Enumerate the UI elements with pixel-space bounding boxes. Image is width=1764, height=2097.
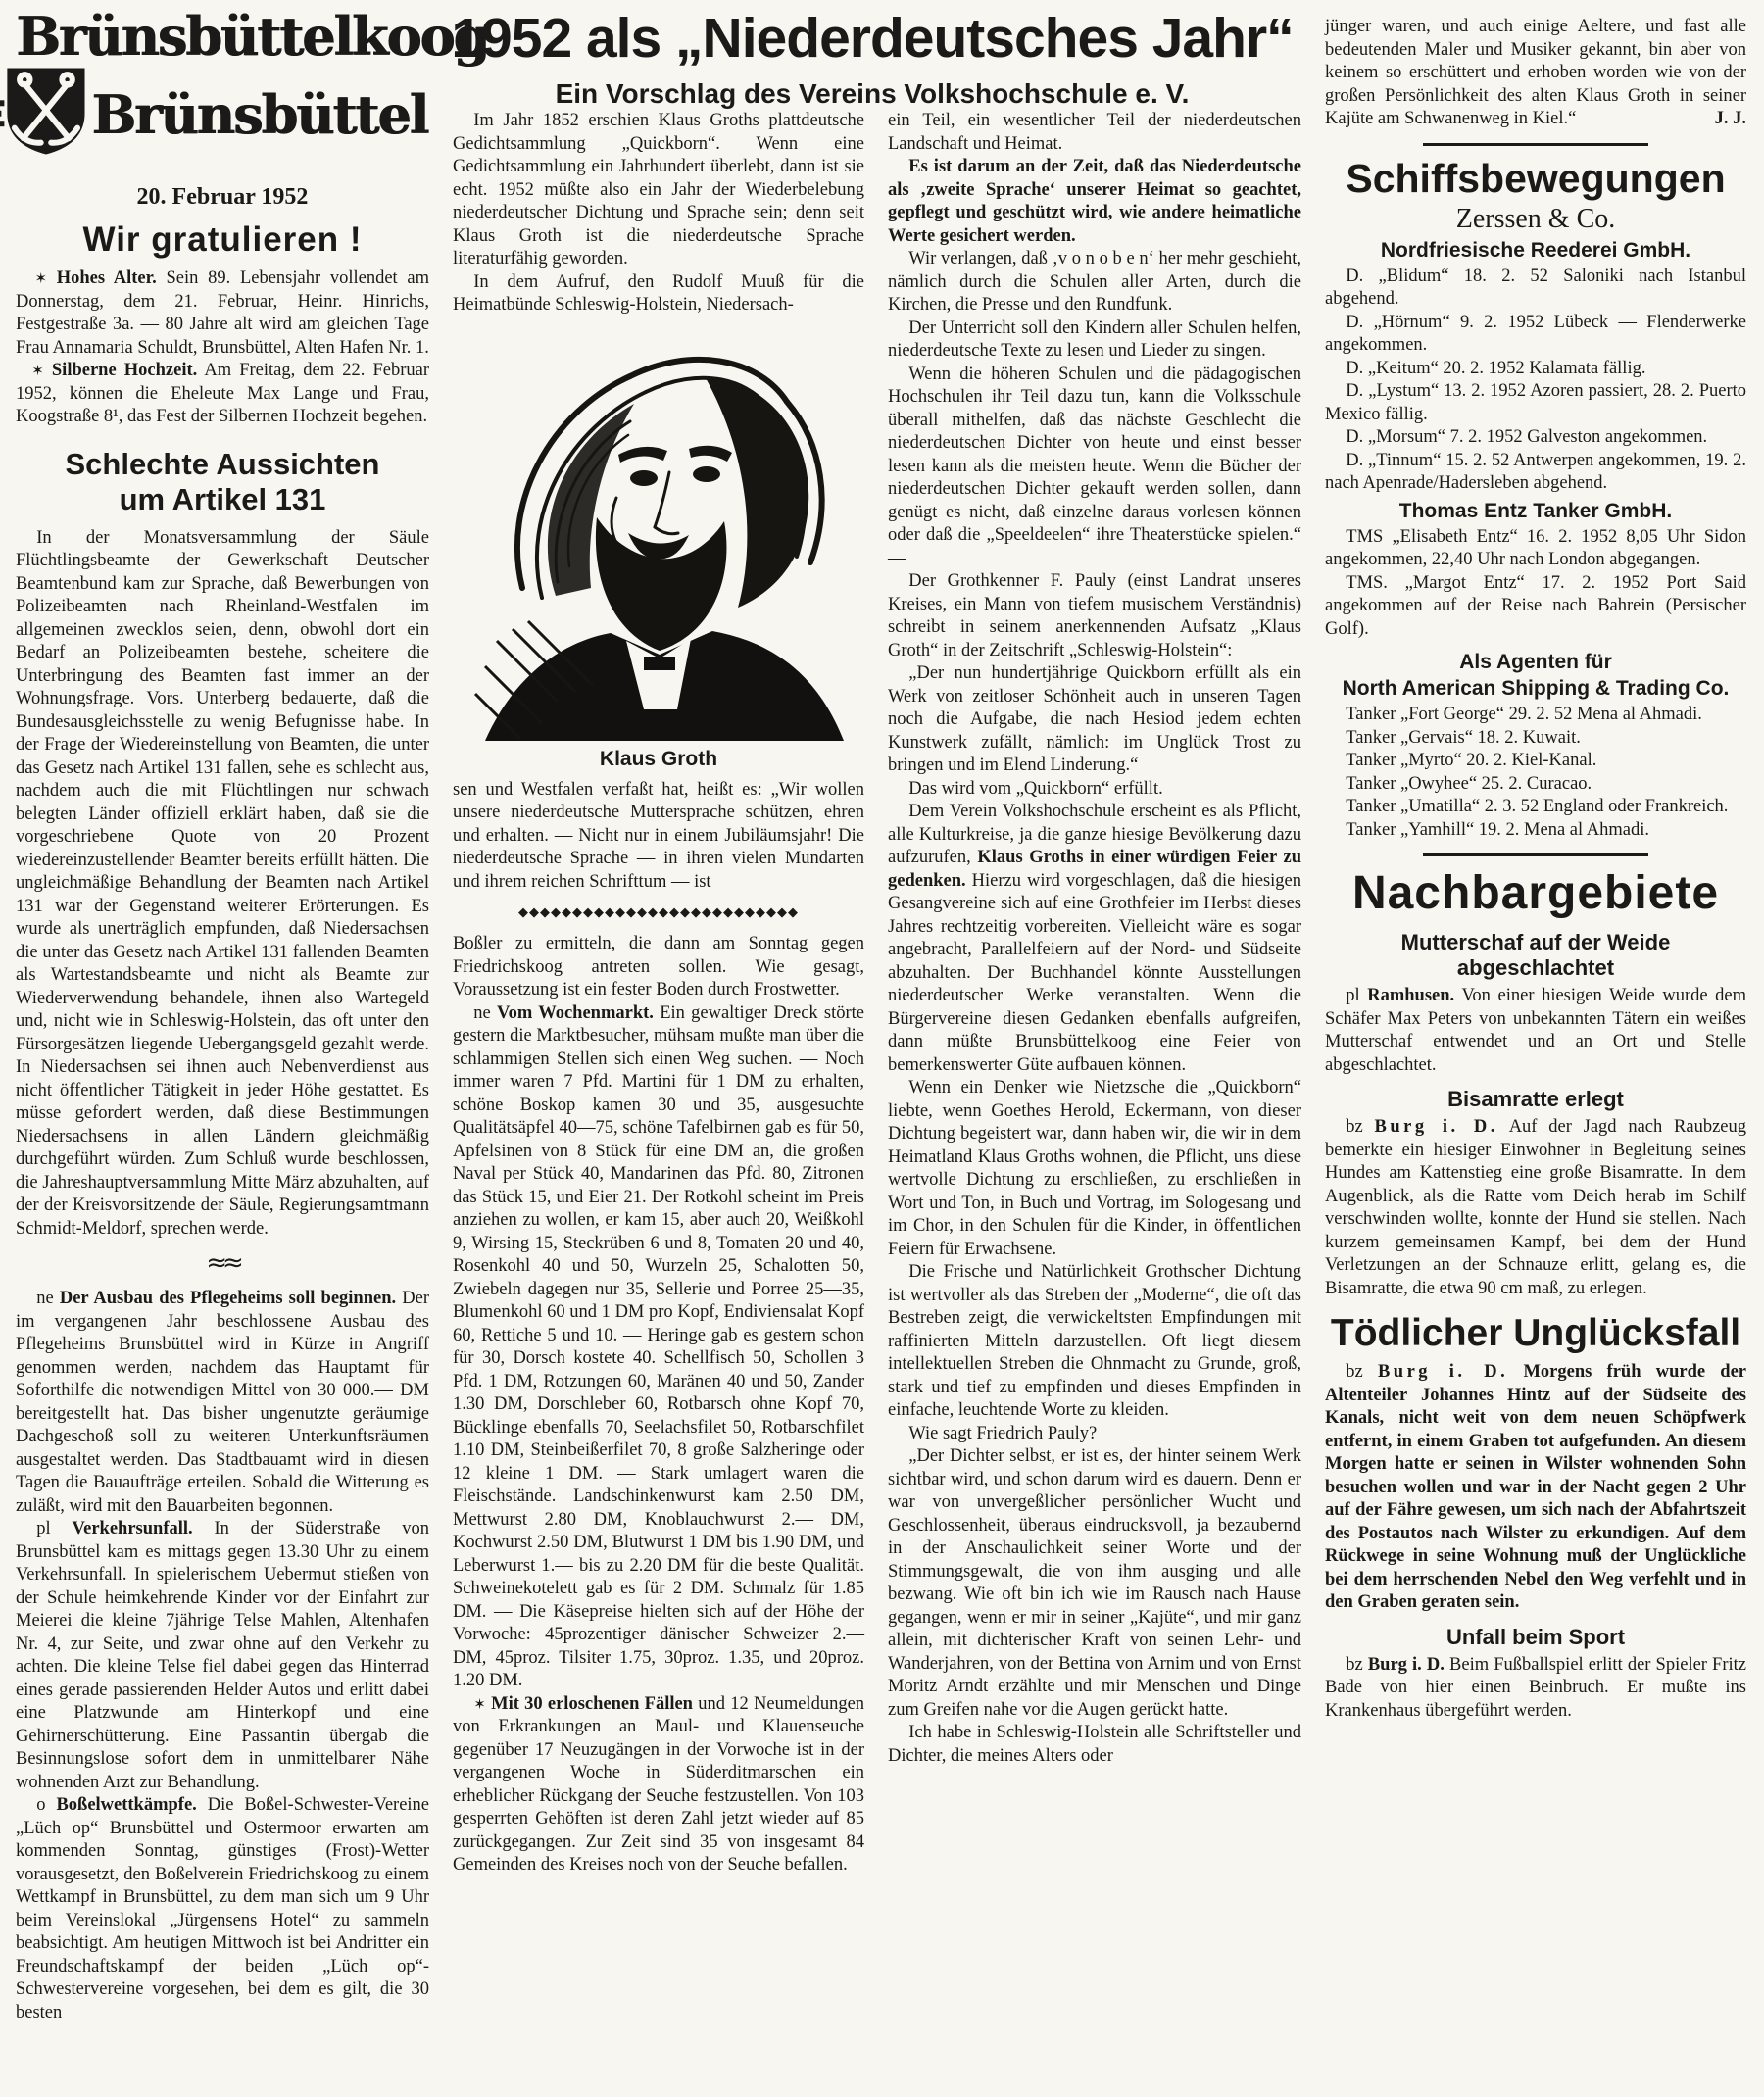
diamond-row-divider: ◆◆◆◆◆◆◆◆◆◆◆◆◆◆◆◆◆◆◆◆◆◆◆◆◆◆ bbox=[518, 905, 799, 920]
ship-entry: TMS „Elisabeth Entz“ 16. 2. 1952 8,05 Uhr Sidon angekommen, 22,40 Uhr nach London abgegangen. bbox=[1325, 526, 1746, 569]
article-paragraph: „Der Dichter selbst, er ist es, der hinter seinem Werk sichtbar wird, und schon darum wird es dauern. Denn er war von unvergeßlicher persönlicher Wucht und Geschlossenheit, überaus eindrucksvoll, ja bezaubernd in der Anschaulichkeit seiner Worte und der Stimmungsgewalt, die von ihm ausging und alle bezwang. Wie oft bin ich wie im Rausch nach Hause gegangen, wenn er mir in seiner „Kajüte“, und mir ganz allein, mit dichterischer Kraft von seinen Lehr- und Wanderjahren, von der Bettina von Arnim und von Ernst Moritz Arndt erzählte und mir Menschen und Dinge zum Greifen nahe vor die Augen gerückt hatte. bbox=[888, 1446, 1301, 1720]
article-paragraph: Der Grothkenner F. Pauly (einst Landrat unseres Kreises, ein Mann von tiefem musischem Verständnis) schreibt in seinem anerkennenden Aufsatz „Klaus Groth“ in der Zeitschrift „Schleswig-Holstein“: bbox=[888, 571, 1301, 660]
shipping-group-heading: North American Shipping & Trading Co. bbox=[1342, 677, 1730, 700]
ship-entry: Tanker „Yamhill“ 19. 2. Mena al Ahmadi. bbox=[1346, 819, 1649, 840]
article-paragraph: Der Unterricht soll den Kindern aller Schulen helfen, niederdeutsche Texte zu lesen und Lieder zu singen. bbox=[888, 317, 1301, 361]
ship-entry: TMS. „Margot Entz“ 17. 2. 1952 Port Said angekommen auf der Reise nach Bahrein (Persischer Golf). bbox=[1325, 572, 1746, 639]
article-header bbox=[439, 6, 1305, 110]
article-headline: 1952 als „Niederdeutsches Jahr“ bbox=[451, 7, 1294, 70]
article-paragraph: Ich habe in Schleswig-Holstein alle Schriftsteller und Dichter, die meines Alters oder bbox=[888, 1723, 1301, 1766]
section-heading-gratulieren: Wir gratulieren ! bbox=[82, 220, 363, 260]
news-item-klauenseuche: ✶ Mit 30 erloschenen Fällen und 12 Neumeldungen von Erkrankungen an Maul- und Klauenseuche gegenüber 17 Neuzugängen in der Vorwoche ist in der vergangenen Woche in Süderditmarschen ein erheblicher Rückgang der Seuche festzustellen. Von 103 gesperrten Gehöften ist deren Zahl jetzt wieder auf 85 zurückgegangen. Zur Zeit sind 35 von insgesamt 84 Gemeinden des Kreises noch von der Seuche befallen. bbox=[453, 1693, 865, 1875]
section-heading-toedlicher-ungluecksfall: Tödlicher Unglücksfall bbox=[1330, 1312, 1741, 1354]
article-paragraph: Dem Verein Volkshochschule erscheint es als Pflicht, alle Kulturkreise, ja die ganze hiesige Bevölkerung dazu aufzurufen, Klaus Groths in einer würdigen Feier zu gedenken. Hierzu wird vorgeschlagen, daß die hiesigen Gesangvereine sich auf eine Grothfeier im Herbst dieses Jahres rechtzeitig vorbereiten. Vielleicht wäre es sogar angebracht, Parallelfeiern auf der Nord- und Südseite abzuhalten. Der Buchhandel könnte Ausstellungen niederdeutscher Werke veranstalten. Wenn die Bürgervereine diesen Gedanken ebenfalls aufgreifen, dann müßte Brunsbüttelkoog eine Feier von bemerkenswerter Güte aufbauen können. bbox=[888, 802, 1302, 1075]
article-subtitle: Ein Vorschlag des Vereins Volkshochschule e. V. bbox=[555, 78, 1190, 109]
section-heading-artikel-131: Schlechte Aussichten um Artikel 131 bbox=[65, 446, 380, 516]
column-local-news bbox=[16, 5, 488, 2024]
section-divider-rule bbox=[1423, 853, 1648, 856]
article-paragraph: In dem Aufruf, den Rudolf Muuß für die Heimatbünde Schleswig-Holstein, Niedersach- bbox=[453, 271, 864, 315]
article-paragraph: Wenn ein Denker wie Nietzsche die „Quickborn“ liebte, wenn Goethes Herold, Eckermann, von dieser Dichtung begeistert war, dann haben wir, die wir in dem Heimatland Klaus Groths wohnen, die Pflicht, uns diese wertvolle Dichtung zu erschließen, zu erschließen in Wort und Ton, in Buch und Vortrag, im Sologesang und im Chor, in den Schulen für die Kinder, in öffentlichen Feiern für Erwachsene. bbox=[888, 1078, 1301, 1259]
coat-of-arms-icon bbox=[0, 62, 89, 169]
ship-entry: Tanker „Umatilla“ 2. 3. 52 England oder Frankreich. bbox=[1346, 797, 1729, 816]
column-shipping-neighbors bbox=[1325, 16, 1746, 1723]
ship-entry: Tanker „Owyhee“ 25. 2. Curacao. bbox=[1346, 773, 1592, 794]
author-initials: J. J. bbox=[1714, 109, 1746, 128]
ship-entry: D. „Hörnum“ 9. 2. 1952 Lübeck — Flenderwerke angekommen. bbox=[1325, 312, 1746, 355]
article-paragraph: „Der nun hundertjährige Quickborn erfüllt als ein Werk von zeitloser Schönheit auch in unseren Tagen noch die Aufgabe, die nach Hesiod jedem echten Kunstwerk zufällt, nämlich: im Unglück Trost zu bringen und im Elend Linderung.“ bbox=[888, 663, 1301, 775]
shipping-group-heading: Als Agenten für bbox=[1459, 651, 1612, 673]
news-item-bossler-continuation: Boßler zu ermitteln, die dann am Sonntag gegen Friedrichskoog antreten sollen. Wie gesagt, Voraussetzung ist ein fester Boden durch Frostwetter. bbox=[453, 934, 864, 1000]
portrait-caption: Klaus Groth bbox=[599, 747, 718, 770]
column-article-right bbox=[888, 110, 1301, 1768]
ship-entry: Tanker „Gervais“ 18. 2. Kuwait. bbox=[1346, 727, 1581, 748]
shipping-group-heading: Nordfriesische Reederei GmbH. bbox=[1380, 238, 1691, 262]
article-artikel-131: In der Monatsversammlung der Säule Flüchtlingsbeamte der Gewerkschaft Deutscher Beamtenbund kam zur Sprache, daß Bewerbungen von Polizeibeamten nach Rheinland-Westfalen im allgemeinen zwecklos seien, denn, obwohl dort ein Bedarf an Polizeibeamten bestehe, scheitere die Unterbringung des Beamten fast immer an der Wohnungsfrage. Vors. Unterberg bedauerte, daß die Bundesausgleichsstelle zu wenig Befugnisse habe. In der Frage der Wiedereinstellung von Beamten, die unter das Gesetz nach Artikel 131 fallen, sehe es schlecht aus, nachdem auch die mit Flüchtlingen nur schwach belegten Länder offiziell erklärt haben, daß sie die vorgeschriebene Quote von 20 Prozent wiedereinzustellender Beamter bereits erfüllt hätten. Die ungleichmäßige Behandlung der Beamten nach Artikel 131 war der Gegenstand weiterer Erörterungen. Es wurde als unerträglich empfunden, daß Niedersachsen die unter das Gesetz nach Artikel 131 fallenden Beamten als Wartestandsbeamte und nicht als Beamte zur Wiederverwendung behandele, ihnen also Wartegeld und, nicht wie in Schleswig-Holstein, das oft unter den Fürsorgesätzen liegende Uebergangsgeld gezahlt werde. In Niedersachsen sei ihnen auch Nebenverdienst aus nicht öffentlicher Tätigkeit in jeder Höhe gestattet. Es müsse gefordert werden, daß diese Bestimmungen Niedersachsens in allen Ländern gleichmäßig durchgeführt würden. Zum Schluß wurde beschlossen, die Jahreshauptversammlung Mitte März abzuhalten, auf der der Kreisvorsitzende der Säule, Regierungsamtmann Schmidt-Meldorf, sprechen werde. bbox=[16, 527, 429, 1239]
news-item-silberne-hochzeit: ✶ Silberne Hochzeit. Am Freitag, dem 22. Februar 1952, können die Eheleute Max Lange und Frau, Koogstraße 8¹, das Fest der Silbernen Hochzeit begehen. bbox=[16, 361, 430, 427]
article-paragraph-emphasis: Es ist darum an der Zeit, daß das Niederdeutsche als ‚zweite Sprache‘ unserer Heimat so geachtet, gepflegt und geschützt wird, wie andere heimatliche Werte gesichert werden. bbox=[888, 157, 1301, 246]
article-paragraph: Das wird vom „Quickborn“ erfüllt. bbox=[908, 778, 1163, 799]
article-paragraph: Wir verlangen, daß ‚v o n o b e n‘ her mehr geschieht, nämlich durch die Schulen aller Arten, durch die Kirchen, die Presse und den Rundfunk. bbox=[888, 249, 1301, 315]
article-paragraph: Die Frische und Natürlichkeit Grothscher Dichtung ist wertvoller als das Streben der „Moderne“, die oft das Bestreben zeigt, die verwickeltsten Empfindungen mit raffinierten Mitteln darzustellen. Oft liegt diesem intellektuellen Streben die Ohnmacht zu Grunde, groß, stark und tief zu empfinden und dieses Empfinden in einfache, leuchtende Worte zu kleiden. bbox=[888, 1262, 1301, 1420]
news-item-verkehrsunfall: pl Verkehrsunfall. In der Süderstraße von Brunsbüttel kam es mittags gegen 13.30 Uhr zu einem Verkehrsunfall. In spielerischem Uebermut stießen von der Schule heimkehrende Kinder vor der Einfahrt zur Meierei die kleine 7jährige Telse Mahlen, Altenhafen Nr. 4, zur Seite, und zwar ohne auf den Verkehr zu achten. Die kleine Telse fiel dabei gegen das Hinterrad eines gerade passierenden Helder Autos und erlitt dabei eine Platzwunde am Hinterkopf und eine Gehirnerschütterung. Eine Passantin übergab die Besinnungslose sofort dem in unmittelbarer Nähe wohnenden Arzt zur Behandlung. bbox=[16, 1519, 430, 1792]
ship-entry: Tanker „Fort George“ 29. 2. 52 Mena al Ahmadi. bbox=[1346, 705, 1702, 724]
ship-entry: D. „Morsum“ 7. 2. 1952 Galveston angekommen. bbox=[1346, 427, 1708, 447]
news-item-hohes-alter: ✶ Hohes Alter. Sein 89. Lebensjahr vollendet am Donnerstag, dem 21. Februar, Heinr. Hinrichs, Festgestraße 3a. — 80 Jahre alt wird am gleichen Tage Frau Annamaria Schuldt, Brunsbüttel, Alten Hafen Nr. 1. bbox=[16, 268, 429, 358]
ship-entry: D. „Tinnum“ 15. 2. 52 Antwerpen angekommen, 19. 2. nach Apenrade/Hadersleben abgehend. bbox=[1325, 450, 1746, 493]
article-paragraph: ein Teil, ein wesentlicher Teil der niederdeutschen Landschaft und Heimat. bbox=[888, 111, 1301, 154]
subheading-bisamratte: Bisamratte erlegt bbox=[1447, 1087, 1624, 1111]
shipping-group-heading: Thomas Entz Tanker GmbH. bbox=[1398, 499, 1673, 522]
news-item-bisamratte: bz Burg i. D. Auf der Jagd nach Raubzeug bemerkte ein hiesiger Einwohner in Begleitung seines Hundes am Kattenstieg eine große Bisamratte. In dem Augenblick, als die Ratte vom Deich herab im Schilf verschwinden wollte, konnte der Hund sie stellen. Nach kurzem gemeinsamen Kampf, bei dem der Hund Verletzungen an der Schnauze erlitt, gelang es, die Bisamratte, die etwa 90 cm maß, zu erlegen. bbox=[1325, 1117, 1747, 1298]
article-paragraph: Wenn die höheren Schulen und die pädagogischen Hochschulen ihr Teil dazu tun, kann die Volksschule überall mithelfen, daß das nächste Geschlecht die niederdeutschen Dichter von heute und einst besser lesen kann als die meisten heute. Wenn die Bücher der niederdeutschen Dichter gekauft werden sollen, dann genügt es nicht, daß einzelne daraus vorlesen können oder daß die „Speeldeelen“ ihre Theaterstücke spielen.“ — bbox=[888, 364, 1301, 568]
subheading-unfall-sport: Unfall beim Sport bbox=[1446, 1624, 1626, 1649]
ship-entry: D. „Keitum“ 20. 2. 1952 Kalamata fällig. bbox=[1346, 358, 1646, 378]
ship-entry: D. „Blidum“ 18. 2. 52 Saloniki nach Istanbul abgehend. bbox=[1325, 266, 1746, 309]
issue-date: 20. Februar 1952 bbox=[136, 184, 309, 211]
star-ornament-icon: ✶ bbox=[34, 269, 48, 288]
column-article-left bbox=[453, 110, 864, 1878]
subheading-mutterschaf: Mutterschaf auf der Weide abgeschlachtet bbox=[1400, 930, 1671, 980]
news-item-unfall-sport: bz Burg i. D. Beim Fußballspiel erlitt der Spieler Fritz Bade von hier einen Beinbruch. Er mußte ins Krankenhaus übergeführt werden. bbox=[1325, 1654, 1746, 1721]
article-paragraph: sen und Westfalen verfaßt hat, heißt es: „Wir wollen unsere niederdeutsche Muttersprache schützen, ehren und erhalten. — Nicht nur in einem Jubiläumsjahr! Die niederdeutsche Sprache — in ihren vielen Mundarten und ihrem reichen Schrifttum — ist bbox=[453, 779, 864, 892]
star-ornament-icon: ✶ bbox=[473, 1694, 486, 1713]
news-item-bosselwettkaempfe: o Boßelwettkämpfe. Die Boßel-Schwester-Vereine „Lüch op“ Brunsbüttel und Ostermoor erwarten am kommenden Sonntag, günstiges (Frost)-Wetter vorausgesetzt, den Boßelverein Friedrichskoog zu einem Wettkampf in Brunsbüttel, zu dem man sich um 9 Uhr beim Vereinslokal „Jürgensens Hotel“ zu sammeln beabsichtigt. Am heutigen Mittwoch ist bei Andritter ein Freundschaftskampf der beiden „Lüch op“-Schwestervereine vorgesehen, bei dem es gilt, die 30 besten bbox=[16, 1795, 430, 2023]
news-item-toedlicher-ungluecksfall: bz Burg i. D. Morgens früh wurde der Altenteiler Johannes Hintz auf der Südseite des Kanals, nicht weit von dem neuen Schöpfwerk entfernt, in einem Graben tot aufgefunden. An diesem Morgen hatte er seinen in Wilster wohnenden Sohn besuchen wollen und war in der Nacht gegen 2 Uhr auf der Fähre gewesen, um sich nach der Abfahrtszeit des Postautos nach Wilster zu erkundigen. Auf dem Rückwege in seine Wohnung muß der Unglückliche bei dem herrschenden Nebel den Weg verfehlt und in den Graben geraten sein. bbox=[1325, 1362, 1746, 1612]
shipping-agency-name: Zerssen & Co. bbox=[1455, 203, 1616, 234]
article-paragraph: Im Jahr 1852 erschien Klaus Groths plattdeutsche Gedichtsammlung „Quickborn“. Wenn eine Gedichtsammlung ein Jahrhundert überlebt, dann ist sie echt. 1952 müßte also ein Jahr der Wiederbelebung niederdeutscher Dichtung und Sprache sein; denn seit Klaus Groth ist die niederdeutsche Sprache literaturfähig geworden. bbox=[453, 111, 864, 268]
klaus-groth-portrait bbox=[462, 325, 856, 771]
squiggle-divider: ≈≈ bbox=[206, 1248, 239, 1279]
ship-entry: Tanker „Myrto“ 20. 2. Kiel-Kanal. bbox=[1346, 751, 1597, 770]
section-heading-schiffsbewegungen: Schiffsbewegungen bbox=[1346, 155, 1726, 201]
masthead-title-line2: Brünsbüttel bbox=[91, 83, 427, 147]
section-heading-nachbargebiete: Nachbargebiete bbox=[1351, 867, 1720, 919]
ship-entry: D. „Lystum“ 13. 2. 1952 Azoren passiert, 28. 2. Puerto Mexico fällig. bbox=[1325, 381, 1746, 424]
section-divider-rule bbox=[1423, 143, 1648, 146]
star-ornament-icon: ✶ bbox=[31, 362, 44, 380]
masthead-title-line1: Brünsbüttelkoog bbox=[16, 5, 488, 68]
article-paragraph: Wie sagt Friedrich Pauly? bbox=[908, 1423, 1098, 1443]
news-item-wochenmarkt: ne Vom Wochenmarkt. Ein gewaltiger Dreck störte gestern die Marktbesucher, mühsam mußte man über die schlammigen Stellen sich einen Weg suchen. — Noch immer waren 7 Pfd. Martini für 1 DM zu erhalten, schöne Boskop kamen 30 und 35, ausgesuchte Qualitätsäpfel 40—75, schöne Tafelbirnen gab es für 50, Apfelsinen von 8 Stück für eine DM an, die großen Naval per Stück 40, Mandarinen das Pfd. 80, Zitronen das Stück 15, und Eier 21. Der Rotkohl scheint im Preis anziehen zu wollen, er kam 15, aber auch 20, Weißkohl 9, Wirsing 15, Steckrüben 6 und 8, Tomaten 20 und 40, Rosenkohl 40 und 50, Wurzeln 25, Schalotten 50, Zwiebeln dagegen nur 35, Sellerie und Porree 25—35, Blumenkohl 60 und 1 DM pro Kopf, Endiviensalat Kopf 60, Rettiche 5 und 10. — Heringe gab es gestern schon für 30, Dorsch kostete 40. Schellfisch 50, Schollen 3 Pfd. 1 DM, Rotzungen 60, Maränen 40 und 50, Zander 1.30 DM, Dorschleber 60, Rotbarsch ohne Kopf 70, Bücklinge ebenfalls 70, Seelachsfilet 50, Rotbarschfilet 1.10 DM, Steinbeißerfilet 70, 8 große Salzheringe oder 12 kleine 1 DM. — Stark umlagert waren die Fleischstände. Landschinkenwurst kam 2.50 DM, Mettwurst 2.80 DM, Knoblauchwurst 2.— DM, Kochwurst 2.50 DM, Blutwurst 1 DM bis 1.90 DM, und Leberwurst 1.— bis zu 2.20 DM für die beste Qualität. Schweinekotelett gab es für 2 DM. Schmalz für 1.85 DM. — Die Käsepreise hielten sich auf der Höhe der Vorwoche: 45prozentiger dänischer Schweizer 2.— DM, 45proz. Tilsiter 1.75, 30proz. 1.35, und 20proz. 1.20 DM. bbox=[453, 1002, 865, 1690]
news-item-mutterschaf: pl Ramhusen. Von einer hiesigen Weide wurde dem Schäfer Max Peters von unbekannten Tätern ein weißes Mutterschaf entwendet und an Ort und Stelle abgeschlachtet. bbox=[1325, 986, 1747, 1075]
article-paragraph-end: jünger waren, und auch einige Aeltere, und fast alle bedeutenden Maler und Musiker gekannt, bin aber von keinem so erschüttert und erhoben worden wie von der großen Persönlichkeit des alten Klaus Groth in seiner Kajüte am Schwanenweg in Kiel.“ J. J. bbox=[1325, 16, 1746, 131]
news-item-pflegeheim: ne Der Ausbau des Pflegeheims soll beginnen. Der im vergangenen Jahr beschlossene Ausbau des Pflegeheims Brunsbüttel wird in Kürze in Angriff genommen werden, nachdem das Hauptamt für Soforthilfe die notwendigen Mittel von 30 000.— DM bereitgestellt hat. Das bisher ungenutzte geräumige Dachgeschoß soll zu weiteren Unterkunftsräumen ausgestaltet werden. Das Stadtbauamt wird in diesen Tagen die Bauaufträge erteilen. Sobald die Witterung es zuläßt, wird mit den Bauarbeiten begonnen. bbox=[16, 1289, 429, 1516]
masthead bbox=[16, 5, 488, 211]
